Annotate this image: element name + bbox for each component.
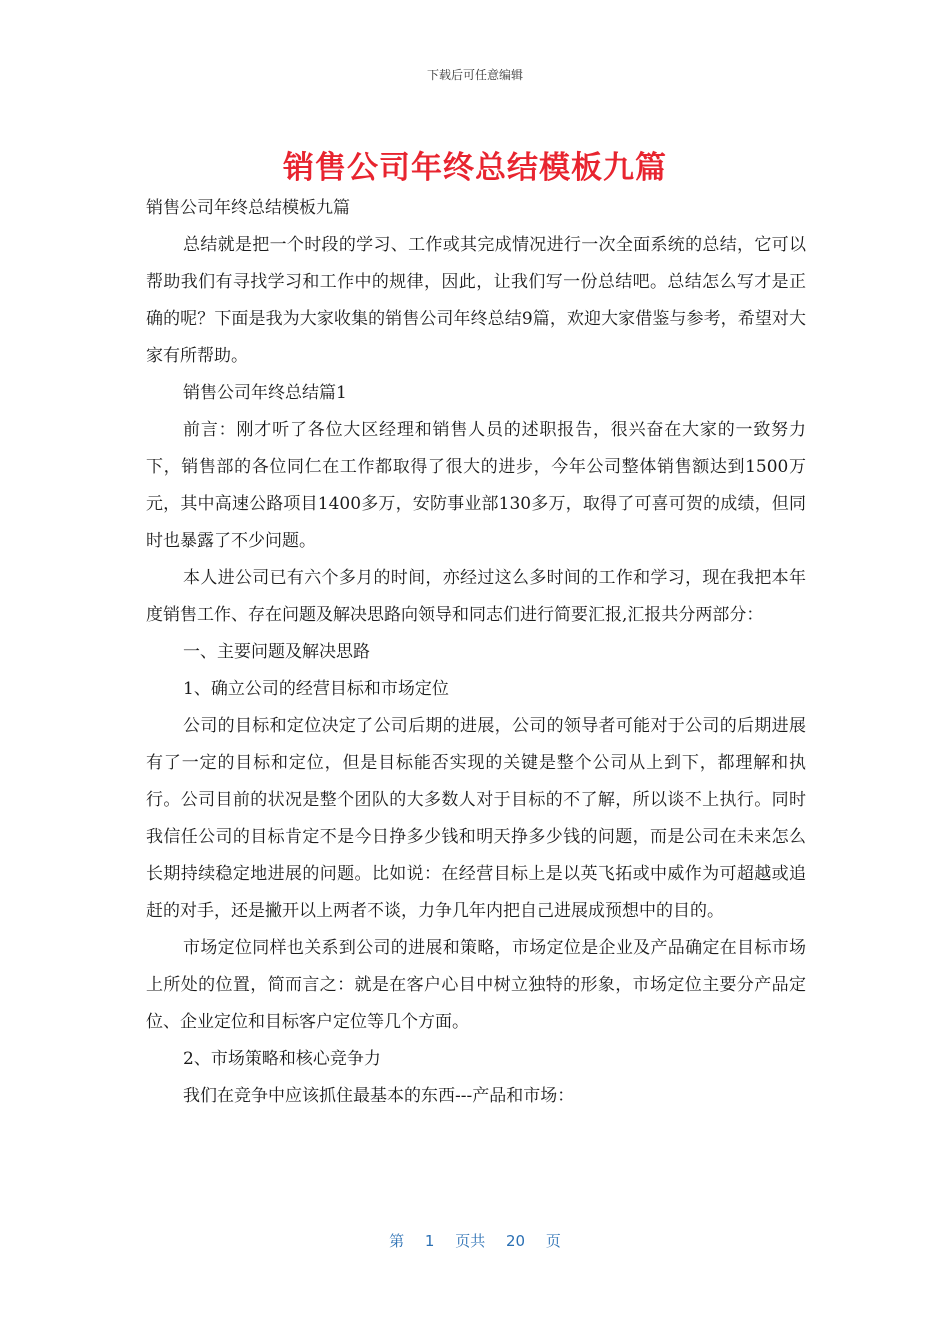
document-title: 销售公司年终总结模板九篇 <box>283 150 667 186</box>
subsection-heading: 1、确立公司的经营目标和市场定位 <box>183 679 449 699</box>
paragraph: 销售公司年终总结模板九篇 <box>146 198 350 218</box>
page-suffix: 页 <box>545 1232 561 1250</box>
paragraph: 我们在竞争中应该抓住最基本的东西---产品和市场： <box>183 1086 575 1106</box>
page-footer <box>0 1230 950 1251</box>
paragraph: 总结就是把一个时段的学习、工作或其完成情况进行一次全面系统的总结，它可以帮助我们有寻找学习和工作中的规律，因此，让我们写一份总结吧。总结怎么写才是正确的呢？下面是我为大家收集的销售公司年终总结9篇，欢迎大家借鉴与参考，希望对大家有所帮助。 <box>146 235 806 366</box>
document-body <box>146 190 806 1115</box>
page-total: 20 <box>506 1232 526 1250</box>
subsection-heading: 2、市场策略和核心竞争力 <box>183 1049 381 1069</box>
section-heading: 一、主要问题及解决思路 <box>183 642 370 662</box>
header-note: 下载后可任意编辑 <box>426 68 523 82</box>
paragraph: 本人进公司已有六个多月的时间，亦经过这么多时间的工作和学习，现在我把本年度销售工作、存在问题及解决思路向领导和同志们进行简要汇报,汇报共分两部分： <box>146 568 806 625</box>
paragraph: 市场定位同样也关系到公司的进展和策略，市场定位是企业及产品确定在目标市场上所处的位置，简而言之：就是在客户心目中树立独特的形象，市场定位主要分产品定位、企业定位和目标客户定位等几个方面。 <box>146 938 806 1032</box>
page-mid: 页共 <box>455 1232 486 1250</box>
paragraph: 公司的目标和定位决定了公司后期的进展，公司的领导者可能对于公司的后期进展有了一定的目标和定位，但是目标能否实现的关键是整个公司从上到下，都理解和执行。公司目前的状况是整个团队的大多数人对于目标的不了解，所以谈不上执行。同时我信任公司的目标肯定不是今日挣多少钱和明天挣多少钱的问题，而是公司在未来怎么长期持续稳定地进展的问题。比如说：在经营目标上是以英飞拓或中威作为可超越或追赶的对手，还是撇开以上两者不谈，力争几年内把自己进展成预想中的目的。 <box>146 716 806 921</box>
page-number: 1 <box>424 1232 435 1250</box>
section-heading: 销售公司年终总结篇1 <box>183 383 347 403</box>
page-prefix: 第 <box>389 1232 405 1250</box>
paragraph: 前言：刚才听了各位大区经理和销售人员的述职报告，很兴奋在大家的一致努力下，销售部的各位同仁在工作都取得了很大的进步，今年公司整体销售额达到1500万元，其中高速公路项目1400多万，安防事业部130多万，取得了可喜可贺的成绩，但同时也暴露了不少问题。 <box>146 420 806 551</box>
